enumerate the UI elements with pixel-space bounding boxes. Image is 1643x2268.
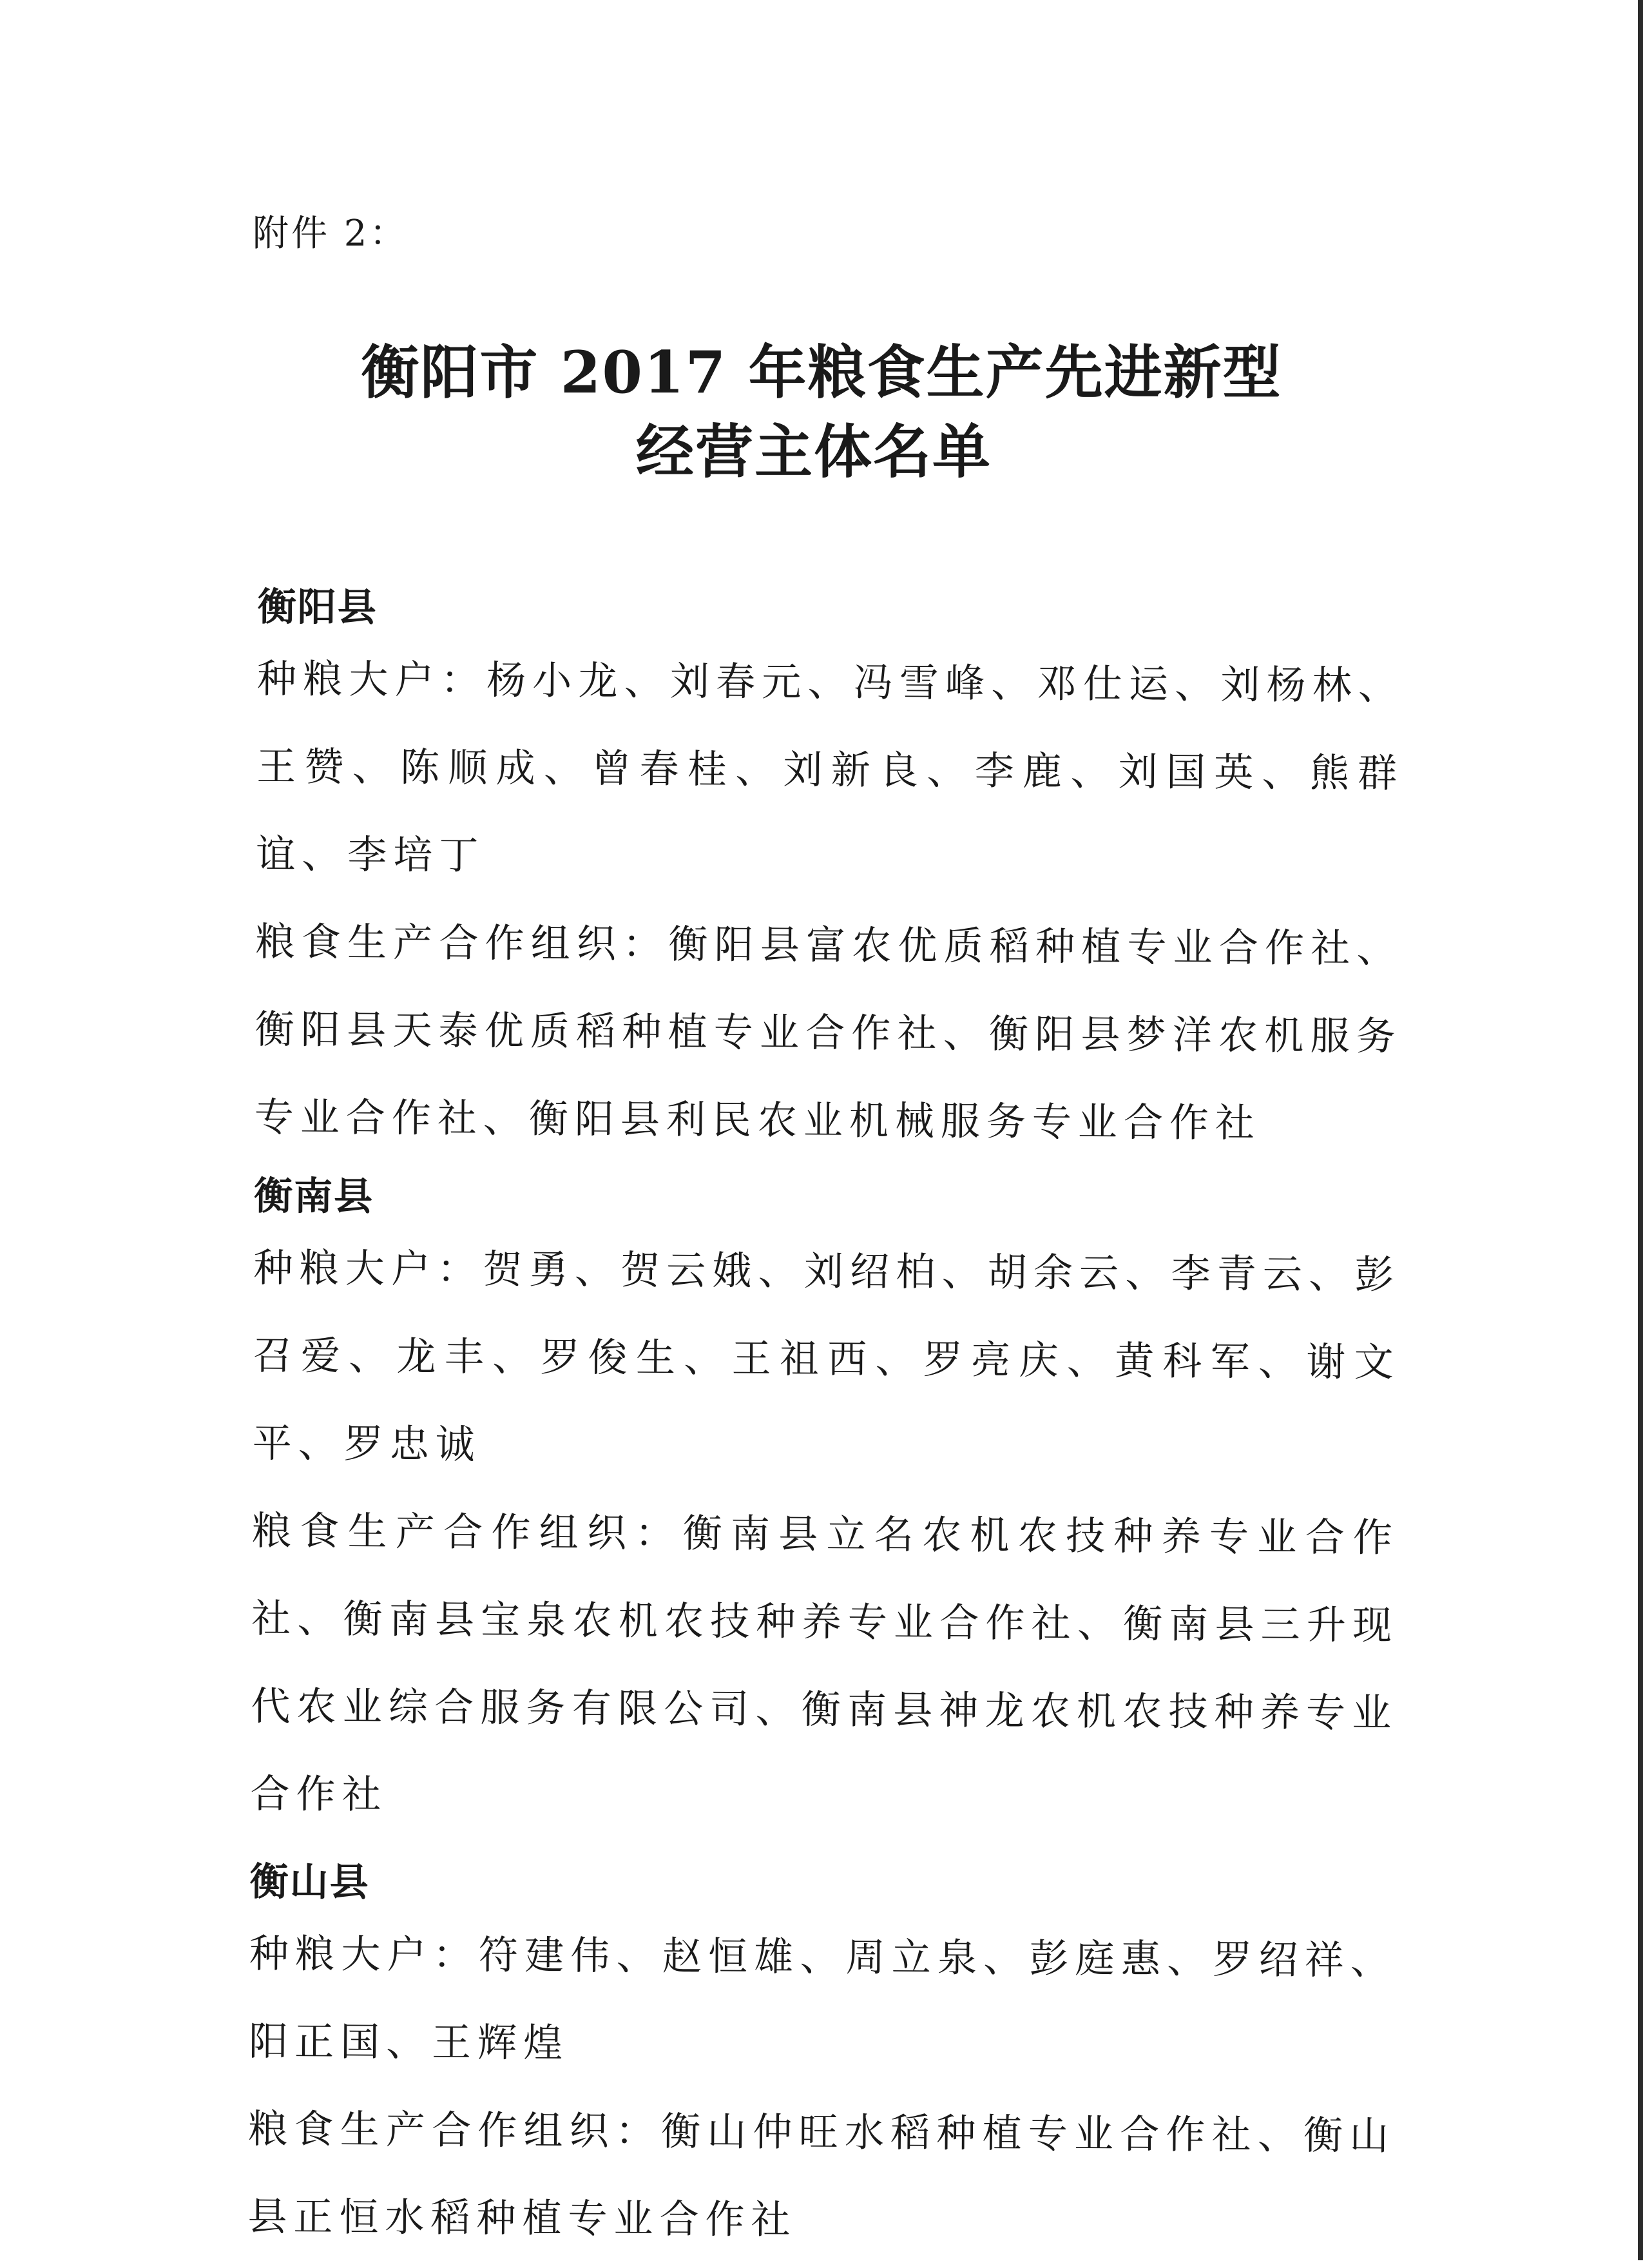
county-section-hengyang <box>254 579 1404 1168</box>
grain-growers-label: 种粮大户： <box>256 655 487 704</box>
grain-growers-names: 贺勇、贺云娥、刘绍柏、胡余云、李青云、彭召爱、龙丰、罗俊生、王祖西、罗亮庆、黄科军、谢文平、罗忠诚 <box>252 1246 1401 1468</box>
cooperatives-names: 衡南县立名农机农技种养专业合作社、衡南县宝泉农机农技种养专业合作社、衡南县三升现代农业综合服务有限公司、衡南县神龙农机农技种养专业合作社 <box>250 1511 1399 1818</box>
county-section-hengshan <box>247 1854 1397 2268</box>
cooperatives-list <box>247 2086 1396 2268</box>
grain-growers-label: 种粮大户： <box>249 1930 479 1979</box>
county-section-hengnan <box>250 1168 1401 1845</box>
county-heading: 衡阳县 <box>257 584 378 631</box>
document-title-line-2: 经营主体名单 <box>636 418 992 486</box>
cooperatives-label: 粮食生产合作组织： <box>251 1507 683 1557</box>
attachment-label: 附件 2： <box>253 213 408 255</box>
cooperatives-list <box>250 1488 1399 1845</box>
cooperatives-list <box>254 898 1402 1168</box>
grain-growers-names: 杨小龙、刘春元、冯雪峰、邓仕运、刘杨林、王赞、陈顺成、曾春桂、刘新良、李鹿、刘国英、熊群谊、李培丁 <box>256 657 1405 879</box>
cooperatives-label: 粮食生产合作组织： <box>248 2106 662 2155</box>
document-title-line-1: 衡阳市 2017 年粮食生产先进新型 <box>361 338 1282 407</box>
county-heading: 衡山县 <box>249 1859 370 1906</box>
grain-growers-list <box>256 635 1404 906</box>
cooperatives-label: 粮食生产合作组织： <box>255 918 669 967</box>
cooperatives-names: 衡阳县富农优质稻种植专业合作社、衡阳县天泰优质稻种植专业合作社、衡阳县梦洋农机服务专业合作社、衡阳县利民农业机械服务专业合作社 <box>254 921 1403 1147</box>
county-heading: 衡南县 <box>253 1173 374 1220</box>
grain-growers-list <box>249 1910 1397 2093</box>
cooperatives-names: 衡山仲旺水稻种植专业合作社、衡山县正恒水稻种植专业合作社 <box>247 2108 1396 2244</box>
grain-growers-label: 种粮大户： <box>253 1245 483 1293</box>
grain-growers-names: 符建伟、赵恒雄、周立泉、彭庭惠、罗绍祥、阳正国、王辉煌 <box>248 1932 1397 2066</box>
name-list <box>247 579 1405 2268</box>
grain-growers-list <box>252 1225 1400 1495</box>
